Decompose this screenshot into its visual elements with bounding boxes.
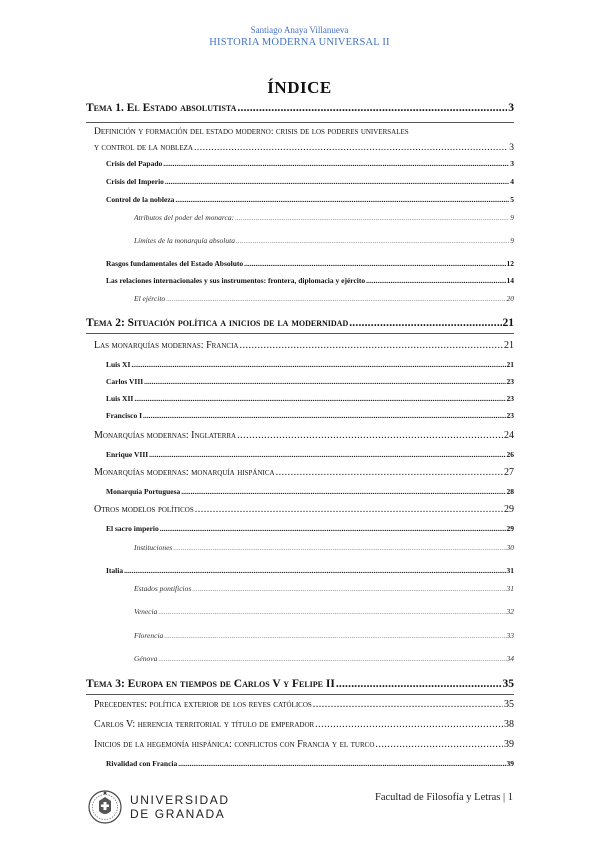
toc-label: Monarquías modernas: monarquía hispánica bbox=[94, 467, 275, 478]
toc-leader bbox=[160, 524, 506, 533]
toc-label: Las relaciones internacionales y sus instrumentos: frontera, diplomacia y ejército bbox=[106, 276, 366, 285]
toc-label: Atributos del poder del monarca: bbox=[134, 213, 235, 222]
toc-leader bbox=[313, 699, 503, 710]
toc-page: 23 bbox=[506, 377, 514, 386]
toc-entry-estados-pontificios[interactable] bbox=[134, 584, 514, 593]
toc-label: Luis XII bbox=[106, 394, 134, 403]
toc-entry-relaciones[interactable] bbox=[106, 276, 514, 285]
toc-leader bbox=[173, 543, 505, 552]
toc-page: 3 bbox=[508, 102, 514, 114]
toc-leader bbox=[235, 213, 509, 222]
toc-page: 39 bbox=[504, 739, 514, 750]
toc-label: Florencia bbox=[134, 631, 164, 640]
toc-label: Límites de la monarquía absoluta bbox=[134, 236, 235, 245]
toc-label: Monarquía Portuguesa bbox=[106, 487, 181, 496]
toc-label: Tema 1. El Estado absolutista bbox=[86, 102, 237, 114]
toc-entry-limites[interactable] bbox=[134, 236, 514, 245]
toc-page: 9 bbox=[510, 236, 514, 245]
toc-label: El sacro imperio bbox=[106, 524, 159, 533]
toc-leader bbox=[144, 377, 505, 386]
toc-page: 9 bbox=[510, 213, 514, 222]
toc-label: Carlos V: herencia territorial y título de emperador bbox=[94, 719, 315, 730]
toc-entry-instituciones[interactable] bbox=[134, 543, 514, 552]
toc-entry-florencia[interactable] bbox=[134, 631, 514, 640]
toc-entry-nobleza[interactable] bbox=[106, 195, 514, 204]
toc-page: 28 bbox=[506, 487, 514, 496]
toc-entry-carlos-v[interactable] bbox=[94, 719, 514, 730]
toc-entry-hispanica[interactable] bbox=[94, 467, 514, 478]
toc-entry-francisco-i[interactable] bbox=[106, 411, 514, 420]
toc-leader bbox=[195, 504, 503, 515]
toc-page: 14 bbox=[506, 276, 514, 285]
toc-page: 23 bbox=[506, 411, 514, 420]
toc-page: 23 bbox=[506, 394, 514, 403]
toc-entry-genova[interactable] bbox=[134, 654, 514, 663]
toc-entry-precedentes[interactable] bbox=[94, 699, 514, 710]
toc-label: Precedentes: política exterior de los reyes católicos bbox=[94, 699, 312, 710]
author-name: Santiago Anaya Villanueva bbox=[250, 25, 349, 35]
toc-page: 20 bbox=[506, 294, 514, 303]
index-title: ÍNDICE bbox=[267, 78, 332, 97]
toc-page: 21 bbox=[502, 317, 514, 329]
toc-page: 31 bbox=[506, 566, 514, 575]
toc-leader bbox=[366, 276, 505, 285]
toc-page: 29 bbox=[506, 524, 514, 533]
toc-leader bbox=[158, 607, 505, 616]
toc-entry-otros-modelos[interactable] bbox=[94, 504, 514, 515]
toc-page: 21 bbox=[504, 340, 514, 351]
page-header bbox=[0, 24, 599, 49]
toc-page: 32 bbox=[506, 607, 514, 616]
divider-line bbox=[86, 333, 514, 334]
toc-label: Francisco I bbox=[106, 411, 143, 420]
toc-label: Estados pontificios bbox=[134, 584, 192, 593]
toc-leader bbox=[375, 739, 503, 750]
university-name-line1: UNIVERSIDAD bbox=[130, 793, 230, 807]
toc-leader bbox=[181, 487, 505, 496]
toc-leader bbox=[239, 340, 503, 351]
toc-label: El ejército bbox=[134, 294, 166, 303]
toc-leader bbox=[163, 159, 509, 168]
toc-entry-sacro-imperio[interactable] bbox=[106, 524, 514, 533]
toc-entry-hegemonia[interactable] bbox=[94, 739, 514, 750]
toc-entry-luis-xii[interactable] bbox=[106, 394, 514, 403]
toc-leader bbox=[237, 102, 507, 114]
toc-label: Carlos VIII bbox=[106, 377, 144, 386]
toc-page: 12 bbox=[506, 259, 514, 268]
toc-entry-venecia[interactable] bbox=[134, 607, 514, 616]
toc-page: 31 bbox=[506, 584, 514, 593]
toc-entry-enrique-viii[interactable] bbox=[106, 450, 514, 459]
university-logo bbox=[88, 788, 230, 826]
toc-label: Instituciones bbox=[134, 543, 173, 552]
toc-label: Inicios de la hegemonía hispánica: conflictos con Francia y el turco bbox=[94, 739, 375, 750]
toc-label: Tema 3: Europa en tiempos de Carlos V y Felipe II bbox=[86, 678, 335, 690]
university-name-line2: DE GRANADA bbox=[130, 807, 226, 821]
toc-leader bbox=[244, 259, 505, 268]
toc-leader bbox=[158, 654, 505, 663]
faculty-page-number: Facultad de Filosofía y Letras | 1 bbox=[375, 792, 513, 803]
toc-page: 29 bbox=[504, 504, 514, 515]
toc-page: 5 bbox=[510, 195, 514, 204]
toc-page: 24 bbox=[504, 430, 514, 441]
toc-label: Crisis del Papado bbox=[106, 159, 163, 168]
university-seal-icon bbox=[88, 788, 122, 826]
toc-entry-rasgos[interactable] bbox=[106, 259, 514, 268]
toc-page: 35 bbox=[504, 699, 514, 710]
toc-leader bbox=[194, 140, 508, 156]
toc-label: Tema 2: Situación política a inicios de la modernidad bbox=[86, 317, 349, 329]
toc-label: Monarquías modernas: Inglaterra bbox=[94, 430, 237, 441]
toc-entry-imperio[interactable] bbox=[106, 177, 514, 186]
toc-label: Luis XI bbox=[106, 360, 131, 369]
toc-label: Control de la nobleza bbox=[106, 195, 175, 204]
toc-leader bbox=[166, 294, 505, 303]
toc-leader bbox=[276, 467, 503, 478]
toc-page: 30 bbox=[506, 543, 514, 552]
toc-entry-italia[interactable] bbox=[106, 566, 514, 575]
toc-entry-papado[interactable] bbox=[106, 159, 514, 168]
toc-page: 33 bbox=[506, 631, 514, 640]
toc-entry-portuguesa[interactable] bbox=[106, 487, 514, 496]
toc-entry-tema3[interactable] bbox=[86, 678, 514, 690]
toc-entry-inglaterra[interactable] bbox=[94, 430, 514, 441]
toc-page: 39 bbox=[506, 759, 514, 768]
toc-page: 34 bbox=[506, 654, 514, 663]
toc-label: Génova bbox=[134, 654, 158, 663]
toc-leader bbox=[175, 195, 509, 204]
toc-page: 38 bbox=[504, 719, 514, 730]
toc-leader bbox=[143, 411, 505, 420]
toc-entry-luis-xi[interactable] bbox=[106, 360, 514, 369]
divider-line bbox=[86, 122, 514, 123]
toc-label: Rasgos fundamentales del Estado Absoluto bbox=[106, 259, 244, 268]
toc-label: Enrique VIII bbox=[106, 450, 149, 459]
toc-leader bbox=[236, 236, 509, 245]
toc-leader bbox=[165, 177, 509, 186]
toc-label: Las monarquías modernas: Francia bbox=[94, 340, 239, 351]
toc-label-line1: Definición y formación del estado moderno: crisis de los poderes universales bbox=[94, 127, 409, 137]
toc-page: 35 bbox=[502, 678, 514, 690]
toc-entry-carlos-viii[interactable] bbox=[106, 377, 514, 386]
toc-page: 26 bbox=[506, 450, 514, 459]
toc-entry-tema2[interactable] bbox=[86, 317, 514, 329]
toc-leader bbox=[192, 584, 505, 593]
toc-entry-atributos[interactable] bbox=[134, 213, 514, 222]
toc-leader bbox=[237, 430, 503, 441]
toc-label: Italia bbox=[106, 566, 124, 575]
toc-leader bbox=[178, 759, 505, 768]
toc-label: Rivalidad con Francia bbox=[106, 759, 178, 768]
toc-entry-rivalidad-francia[interactable] bbox=[106, 759, 514, 768]
toc-label-line2: y control de la nobleza bbox=[94, 143, 193, 153]
toc-leader bbox=[349, 317, 501, 329]
toc-page: 21 bbox=[506, 360, 514, 369]
toc-page: 4 bbox=[510, 177, 514, 186]
toc-page: 3 bbox=[510, 159, 514, 168]
toc-entry-ejercito[interactable] bbox=[134, 294, 514, 303]
toc-entry-francia[interactable] bbox=[94, 340, 514, 351]
toc-leader bbox=[124, 566, 505, 575]
toc-leader bbox=[149, 450, 505, 459]
toc-leader bbox=[315, 719, 503, 730]
toc-leader bbox=[134, 394, 505, 403]
toc-entry-definicion[interactable] bbox=[94, 124, 514, 156]
toc-page: 27 bbox=[504, 467, 514, 478]
divider-line bbox=[86, 694, 514, 695]
page-footer bbox=[0, 788, 599, 828]
toc-label: Otros modelos políticos bbox=[94, 504, 194, 515]
toc-leader bbox=[131, 360, 505, 369]
toc-leader bbox=[164, 631, 505, 640]
toc-label: Venecia bbox=[134, 607, 158, 616]
toc-leader bbox=[336, 678, 502, 690]
course-title: HISTORIA MODERNA UNIVERSAL II bbox=[209, 37, 390, 48]
toc-page: 3 bbox=[509, 143, 514, 153]
toc-entry-tema1[interactable] bbox=[86, 102, 514, 114]
toc-label: Crisis del Imperio bbox=[106, 177, 164, 186]
